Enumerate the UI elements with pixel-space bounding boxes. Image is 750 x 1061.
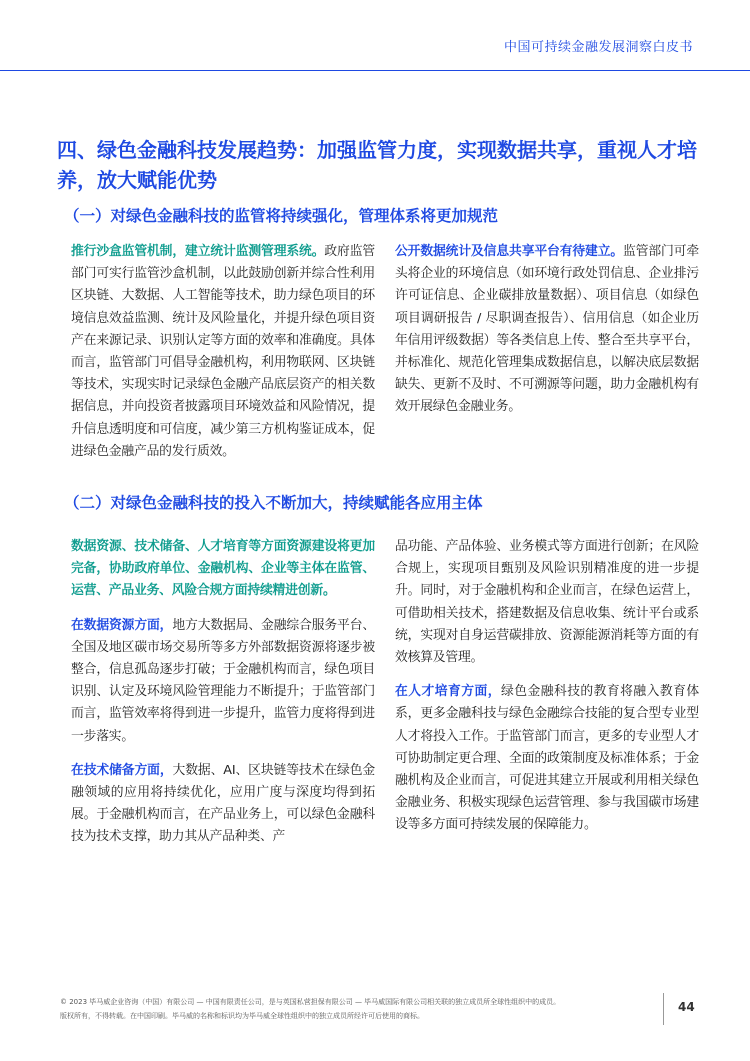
subsection-heading-2: （二）对绿色金融科技的投入不断加大，持续赋能各应用主体 — [64, 494, 483, 512]
header-divider — [0, 70, 750, 71]
sub2-intro — [71, 536, 375, 603]
sub2-left-paragraph-2 — [71, 760, 375, 849]
tech-reserve-body: 大数据、AI、区块链等技术在绿色金融领域的应用将持续优化，应用广度与深度均得到拓展。于金融机构而言，在产品业务上，可以绿色金融科技为技术支撑，助力其从产品种类、产 — [71, 762, 375, 845]
data-resources-body: 地方大数据局、金融综合服务平台、全国及地区碳市场交易所等多方外部数据资源将逐步被整合，信息孤岛逐步打破；于金融机构而言，绿色项目识别、认定及环境风险管理能力不断提升；于监管部门而言，监管效率将得到进一步提升，监管力度将得到进一步落实。 — [71, 617, 375, 744]
sub1-right-lead: 公开数据统计及信息共享平台有待建立。 — [395, 244, 624, 259]
sub2-left-column — [71, 536, 375, 861]
tech-reserve-lead: 在技术储备方面， — [71, 762, 173, 778]
footer-line-2: 版权所有，不得转载。在中国印刷。毕马威的名称和标识均为毕马威全球性组织中的独立成员所经许可后使用的商标。 — [60, 1012, 424, 1020]
data-resources-lead: 在数据资源方面， — [71, 617, 173, 633]
tech-reserve-continued: 品功能、产品体验、业务模式等方面进行创新；在风险合规上，实现项目甄别及风险识别精准度的进一步提升。同时，对于金融机构和企业而言，在绿色运营上，可借助相关技术，搭建数据及信息收集、统计平台或系统，实现对自身运营碳排放、资源能源消耗等方面的有效核算及管理。 — [395, 539, 699, 666]
sub1-left-column — [71, 241, 375, 475]
sub2-right-column — [395, 536, 699, 849]
talent-lead: 在人才培育方面， — [395, 684, 501, 700]
sub2-intro-text: 数据资源、技术储备、人才培育等方面资源建设将更加完备，协助政府单位、金融机构、企业等主体在监管、运营、产品业务、风险合规方面持续精进创新。 — [71, 539, 375, 599]
sub1-right-paragraph — [395, 241, 699, 419]
page-number: 44 — [678, 1000, 695, 1014]
sub1-right-column — [395, 241, 699, 431]
footer-copyright — [60, 995, 650, 1023]
sub2-right-paragraph-2 — [395, 681, 699, 836]
footer-line-1: © 2023 毕马威企业咨询（中国）有限公司 — 中国有限责任公司，是与英国私营担保有限公司 — 毕马威国际有限公司相关联的独立成员所全球性组织中的成员。 — [60, 998, 561, 1006]
sub1-left-paragraph — [71, 241, 375, 463]
running-header: 中国可持续金融发展洞察白皮书 — [503, 40, 693, 55]
sub1-right-body: 监管部门可牵头将企业的环境信息（如环境行政处罚信息、企业排污许可证信息、企业碳排放量数据）、项目信息（如绿色项目调研报告 / 尽职调查报告）、信用信息（如企业历年信用评级数据）等各类信息上传、整合至共享平台，并标准化、规范化管理集成数据信息，以解决底层数据缺失、更新不及时、不可溯源等问题，助力金融机构有效开展绿色金融业务。 — [395, 244, 699, 415]
sub1-left-lead: 推行沙盒监管机制，建立统计监测管理系统。 — [71, 244, 325, 259]
footer-divider — [663, 993, 664, 1025]
sub1-left-body: 政府监管部门可实行监管沙盒机制，以此鼓励创新并综合性利用区块链、大数据、人工智能等技术，助力绿色项目的环境信息效益监测、统计及风险量化，并提升绿色项目资产在来源记录、识别认定等方面的效率和准确度。具体而言，监管部门可倡导金融机构，利用物联网、区块链等技术，实现实时记录绿色金融产品底层资产的相关数据信息，并向投资者披露项目环境效益和风险情况，提升信息透明度和可信度，减少第三方机构鉴证成本，促进绿色金融产品的发行质效。 — [71, 244, 375, 459]
sub2-left-paragraph-1 — [71, 615, 375, 748]
sub2-right-paragraph-1 — [395, 536, 699, 669]
talent-body: 绿色金融科技的教育将融入教育体系，更多金融科技与绿色金融综合技能的复合型专业型人才将投入工作。于监管部门而言，更多的专业型人才可协助制定更合理、全面的政策制度及标准体系；于金融机构及企业而言，可促进其建立开展或利用相关绿色金融业务、积极实现绿色运营管理、参与我国碳市场建设等多方面可持续发展的保障能力。 — [395, 684, 699, 833]
subsection-heading-1: （一）对绿色金融科技的监管将持续强化，管理体系将更加规范 — [64, 207, 499, 225]
section-title: 四、绿色金融科技发展趋势：加强监管力度，实现数据共享，重视人才培养，放大赋能优势 — [57, 138, 697, 192]
